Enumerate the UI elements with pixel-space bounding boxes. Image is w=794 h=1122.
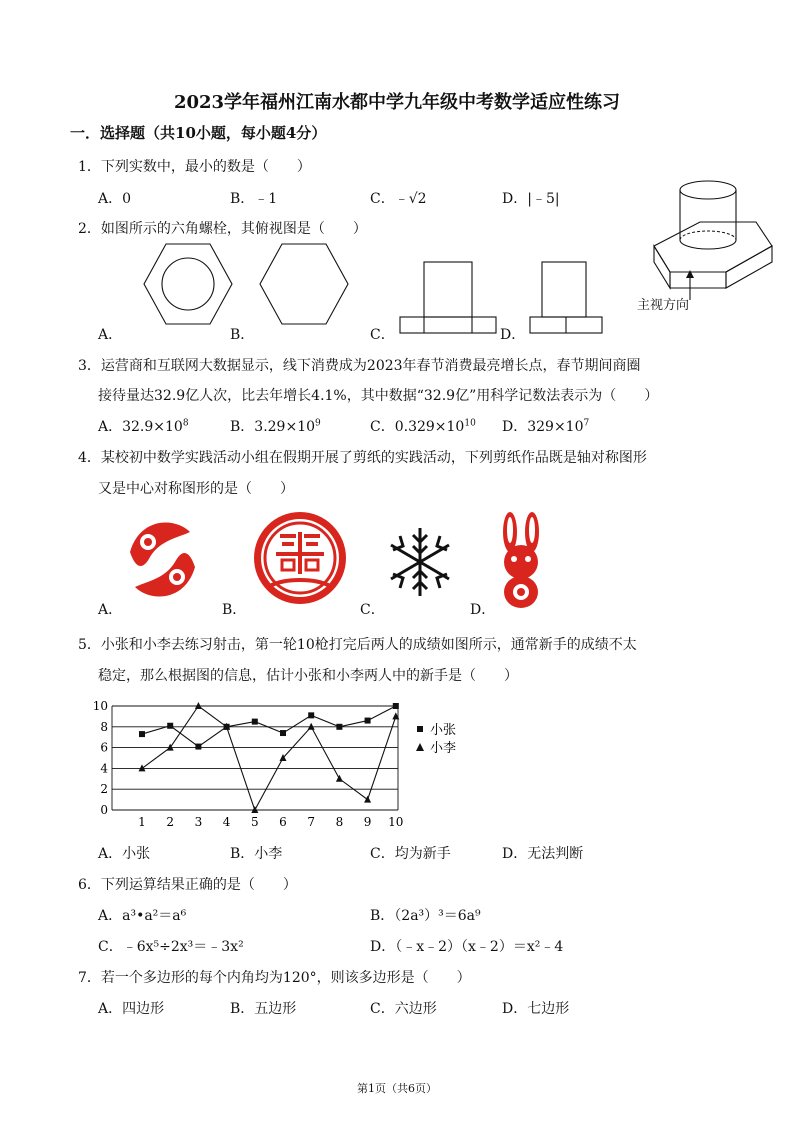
x-tick-label: 8 [335, 815, 344, 829]
section-heading: 一．选择题（共10小题，每小题4分） [70, 124, 327, 142]
q2-a-hexagon-with-circle [144, 244, 232, 324]
chart-series-markers [139, 702, 400, 813]
q7-option-d[interactable]: D．七边形 [502, 1001, 570, 1017]
series2-point [364, 796, 371, 803]
chart-series-lines [142, 706, 396, 810]
series1-point [393, 703, 399, 709]
y-tick-label: 4 [100, 761, 108, 776]
q3-option-d[interactable]: D．$329\times 10^7$ [502, 418, 590, 435]
x-tick-label: 9 [363, 815, 372, 829]
q3-stem-line1: 3．运营商和互联网大数据显示，线下消费成为2023年春节消费最亮增长点，春节期间商圈 [78, 358, 641, 374]
q5-stem-line2: 稳定，那么根据图的信息，估计小张和小李两人中的新手是（ ） [98, 668, 518, 684]
q4-option-a[interactable]: A． [98, 602, 123, 618]
view-direction-label: 主视方向 [637, 298, 690, 313]
q2-option-c[interactable]: C． [370, 327, 395, 343]
legend-marker-triangle [416, 743, 424, 751]
x-tick-label: 3 [194, 815, 203, 829]
q5-option-c[interactable]: C．均为新手 [370, 846, 451, 862]
x-tick-label: 2 [166, 815, 175, 829]
series1-point [280, 730, 286, 736]
q2-option-a[interactable]: A． [98, 327, 123, 343]
series2-point [139, 764, 146, 771]
q4-d-rabbit-papercut [503, 512, 539, 608]
q2-option-d[interactable]: D． [500, 327, 526, 343]
q3-option-b[interactable]: B．$3.29\times 10^9$ [230, 418, 321, 435]
legend-label: 小李 [430, 741, 457, 756]
series2-point [195, 702, 202, 709]
series-line-2 [142, 706, 396, 810]
q7-option-b[interactable]: B．五边形 [230, 1001, 297, 1017]
chart-x-tick-labels [138, 815, 403, 829]
legend-marker-square [417, 726, 423, 732]
chart-y-tick-labels [93, 699, 109, 817]
q4-a-fish-papercut [130, 522, 195, 596]
page-footer: 第1页（共6页） [357, 1082, 437, 1095]
series1-point [139, 731, 145, 737]
series2-point [308, 723, 315, 730]
y-tick-label: 6 [100, 740, 108, 755]
q5-option-a[interactable]: A．小张 [98, 846, 151, 862]
q4-c-snowflake-papercut [391, 528, 449, 596]
q1-stem: 1．下列实数中，最小的数是（ ） [78, 159, 311, 175]
series1-point [195, 744, 201, 750]
q5-option-d[interactable]: D．无法判断 [502, 846, 584, 862]
series1-point [336, 724, 342, 730]
q6-option-d[interactable]: D．（﹣x﹣2）（x﹣2）＝x²﹣4 [370, 939, 564, 955]
q7-stem: 7．若一个多边形的每个内角均为120°，则该多边形是（ ） [78, 970, 471, 986]
series1-point [167, 723, 173, 729]
q1-option-a[interactable]: A．0 [98, 191, 132, 207]
q5-option-b[interactable]: B．小李 [230, 846, 283, 862]
q4-option-c[interactable]: C． [360, 602, 385, 618]
q7-option-a[interactable]: A．四边形 [98, 1001, 165, 1017]
y-tick-label: 10 [92, 699, 108, 713]
q6-stem: 6．下列运算结果正确的是（ ） [78, 877, 297, 893]
series1-point [252, 719, 258, 725]
x-tick-label: 6 [279, 815, 287, 829]
q1-option-c[interactable]: C．﹣√2 [370, 191, 427, 207]
legend-label: 小张 [430, 723, 457, 738]
q7-option-c[interactable]: C．六边形 [370, 1001, 437, 1017]
q2-c-front-view [400, 262, 496, 333]
q3-option-a[interactable]: A．$32.9\times 10^8$ [98, 418, 189, 435]
x-tick-label: 7 [307, 815, 316, 829]
x-tick-label: 10 [388, 815, 404, 829]
q5-chart [90, 695, 490, 835]
chart-legend [416, 723, 456, 756]
page-title: 2023学年福州江南水都中学九年级中考数学适应性练习 [173, 92, 621, 113]
q3-option-c[interactable]: C．$0.329\times 10^{10}$ [370, 418, 476, 435]
q2-b-hexagon [260, 244, 348, 324]
q2-option-b[interactable]: B． [230, 327, 255, 343]
y-tick-label: 2 [100, 782, 108, 797]
series2-point [251, 806, 258, 813]
q4-option-b[interactable]: B． [222, 602, 247, 618]
y-tick-label: 8 [100, 719, 108, 734]
q2-d-side-view [530, 262, 602, 333]
q3-stem-line2: 接待量达32.9亿人次，比去年增长4.1%，其中数据“32.9亿”用科学记数法表示为（ ） [98, 388, 659, 404]
q5-stem-line1: 5．小张和小李去练习射击，第一轮10枪打完后两人的成绩如图所示，通常新手的成绩不太 [78, 637, 637, 653]
x-tick-label: 1 [138, 815, 146, 829]
q4-stem-line2: 又是中心对称图形的是（ ） [98, 481, 294, 497]
q4-stem-line1: 4．某校初中数学实践活动小组在假期开展了剪纸的实践活动，下列剪纸作品既是轴对称图形 [78, 450, 647, 466]
q4-option-d[interactable]: D． [470, 602, 496, 618]
q6-option-b[interactable]: B．（2a³）³＝6a⁹ [370, 908, 481, 924]
series1-point [308, 712, 314, 718]
x-tick-label: 4 [222, 815, 231, 829]
x-tick-label: 5 [250, 815, 259, 829]
series2-point [336, 775, 343, 782]
series1-point [365, 718, 371, 724]
q2-options-figures [125, 238, 615, 338]
series-line-1 [142, 706, 396, 747]
q4-papercut-figures [120, 512, 560, 612]
q2-stem: 2．如图所示的六角螺栓，其俯视图是（ ） [78, 221, 367, 237]
q4-b-double-happiness-papercut [254, 512, 346, 604]
q6-option-c[interactable]: C．﹣6x⁵÷2x³＝﹣3x² [98, 939, 244, 955]
q6-option-a[interactable]: A．a³•a²＝a⁶ [98, 908, 187, 924]
y-tick-label: 0 [100, 803, 108, 817]
q1-option-d[interactable]: D．|﹣5| [502, 191, 560, 207]
q1-option-b[interactable]: B．﹣1 [230, 191, 278, 207]
